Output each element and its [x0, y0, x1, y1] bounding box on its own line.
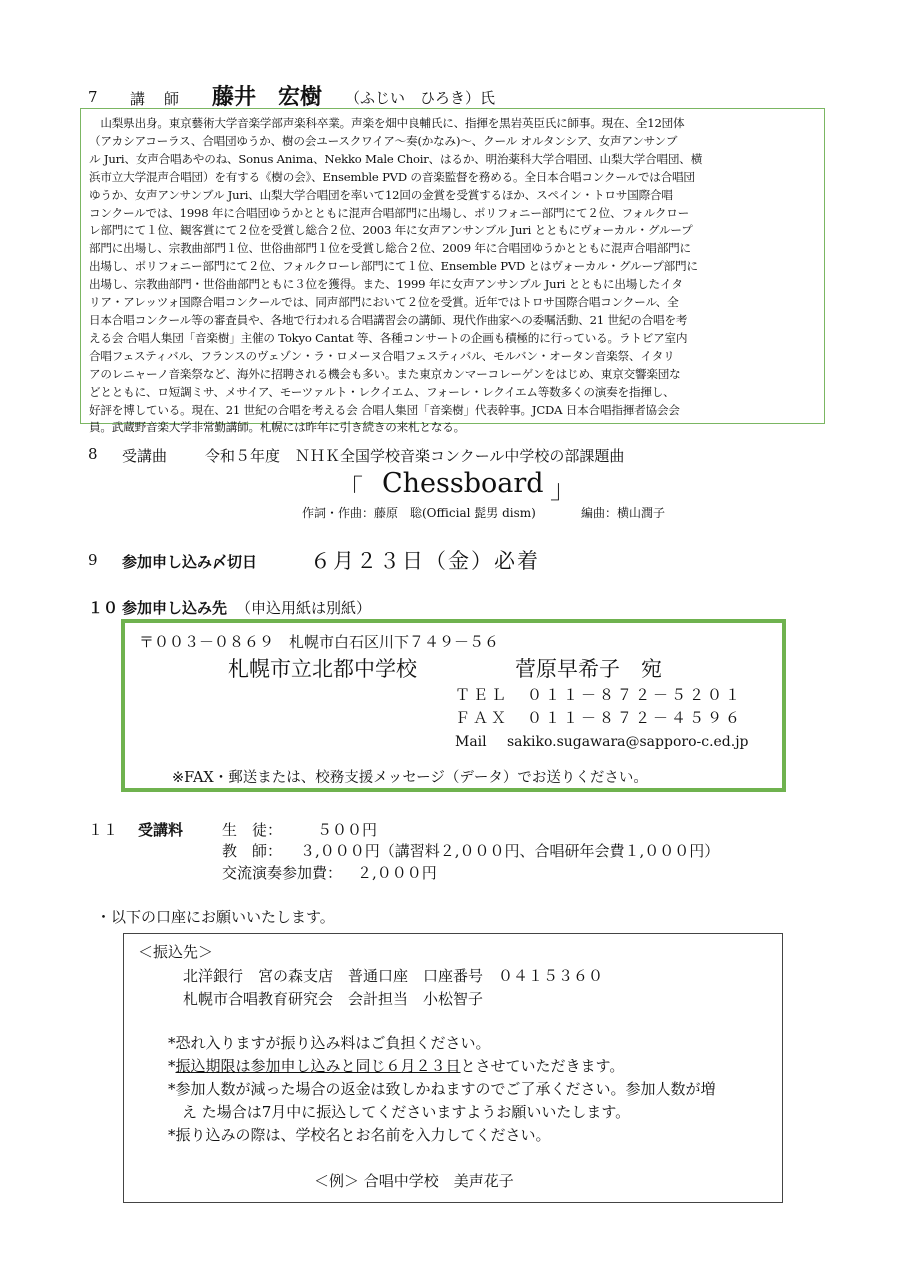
bio-line: どとともに、ロ短調ミサ、メサイア、モーツァルト・レクイエム、フォーレ・レクイエム等数多くの演奏を指揮し、: [89, 384, 675, 399]
mail-address: sakiko.sugawara@sapporo-c.ed.jp: [507, 734, 749, 750]
bank-transfer-box: [123, 933, 783, 1203]
section-10-note: （申込用紙は別紙）: [236, 599, 372, 617]
mail-label: Mail: [455, 734, 487, 750]
section-7-heading: 講 師: [130, 90, 182, 108]
fax-label: ＦＡＸ: [455, 709, 510, 727]
note-tail: とさせていただきます。: [460, 1057, 625, 1075]
tel-number: ０１１－８７２－５２０１: [527, 686, 744, 704]
title-bracket-open: 「: [337, 475, 364, 505]
section-9-heading: 参加申し込み〆切日: [122, 553, 258, 571]
section-11-number: １１: [88, 821, 119, 839]
bank-note-refund-cont: え た場合は7月中に振込してくださいますようお願いいたします。: [182, 1103, 631, 1121]
student-fee-value: ５００円: [317, 821, 378, 839]
bank-note-deadline: [168, 1055, 624, 1076]
title-bracket-close: 」: [550, 475, 577, 505]
bank-note-input: *振り込みの際は、学校名とお名前を入力してください。: [168, 1126, 551, 1144]
section-11-heading: 受講料: [138, 821, 184, 839]
teacher-fee-value: ３,０００円（講習料２,０００円、合唱研年会費１,０００円）: [300, 842, 720, 860]
section-8-number: 8: [88, 445, 98, 463]
bio-line: （アカシアコーラス、合唱団ゆうか、樹の会ユースクワイア～奏(かなみ)～、クール オルタンシア、女声アンサンブ: [89, 133, 678, 148]
bio-line: 部門に出場し、宗教曲部門１位、世俗曲部門１位を受賞し総合２位、2009 年に合唱団ゆうかとともに混声合唱部門に: [89, 241, 691, 256]
section-8-heading: 受講曲: [122, 447, 168, 465]
bio-line: 合唱フェスティバル、フランスのヴェゾン・ラ・ロメーヌ合唱フェスティバル、モルバン・オータン音楽祭、イタリ: [89, 348, 675, 363]
bio-line: コンクールでは、1998 年に合唱団ゆうかとともに混声合唱部門に出場し、ポリフォニー部門にて２位、フォルクロー: [89, 205, 690, 220]
concert-fee-value: ２,０００円: [357, 864, 437, 882]
piece-description: 令和５年度 ＮＨＫ全国学校音楽コンクール中学校の部課題曲: [205, 447, 625, 465]
piece-title: Chessboard: [382, 468, 544, 499]
section-9-number: 9: [88, 551, 98, 569]
concert-fee-label: 交流演奏参加費：: [222, 864, 343, 882]
section-10-heading: 参加申し込み先: [122, 599, 228, 617]
bio-line: える会 合唱人集団「音楽樹」主催の Tokyo Cantat 等、各種コンサートの企画も積極的に行っている。ラトビア室内: [89, 330, 688, 345]
recipient-name: 菅原早希子 宛: [515, 657, 662, 681]
bio-line: レ部門にて１位、観客賞にて２位を受賞し総合２位、2003 年に女声アンサンブル Juri とともにヴォーカル・グループ: [89, 223, 693, 238]
school-name: 札幌市立北都中学校: [228, 657, 417, 681]
instructor-bio-box: [80, 108, 825, 435]
bank-heading: ＜振込先＞: [138, 943, 214, 961]
bio-line: 日本合唱コンクール等の審査員や、各地で行われる合唱講習会の講師、現代作曲家への委嘱活動、21 世紀の合唱を考: [89, 312, 688, 327]
bio-line: アのレニャーノ音楽祭など、海外に招聘される機会も多い。また東京カンマーコレーゲンをはじめ、東京交響楽団な: [89, 366, 681, 381]
send-note: ※FAX・郵送または、校務支援メッセージ（データ）でお送りください。: [172, 770, 648, 786]
bank-note-fee: *恐れ入りますが振り込み料はご負担ください。: [168, 1034, 491, 1052]
note-bullet: *: [168, 1057, 176, 1075]
bank-holder-line: 札幌市合唱教育研究会 会計担当 小松智子: [183, 990, 484, 1008]
section-10-number: １０: [88, 599, 119, 617]
bank-account-line: 北洋銀行 宮の森支店 普通口座 口座番号 ０４１５３６０: [183, 967, 604, 985]
piece-credit-arranger: 編曲：横山潤子: [581, 506, 666, 520]
bio-line: 出場し、ポリフォニー部門にて２位、フォルクローレ部門にて１位、Ensemble PVD とはヴォーカル・グループ部門に: [89, 259, 698, 274]
section-7-number: 7: [88, 88, 98, 106]
deadline-underlined: 振込期限は参加申し込みと同じ６月２３日: [175, 1057, 461, 1075]
teacher-fee-label: 教 師：: [222, 842, 283, 860]
bio-line: 浜市立大学混声合唱団）を有する《樹の会》、Ensemble PVD の音楽監督を務める。全日本合唱コンクールでは合唱団: [89, 169, 695, 184]
fax-number: ０１１－８７２－４５９６: [527, 709, 744, 727]
bio-line: ゆうか、女声アンサンブル Juri、山梨大学合唱団を率いて12回の金賞を受賞するほか、スペイン・トロサ国際合唱: [89, 187, 673, 202]
student-fee-label: 生 徒：: [222, 821, 283, 839]
bio-line: 員。武蔵野音楽大学非常勤講師。札幌には昨年に引き続きの来札となる。: [89, 420, 465, 435]
bank-example: ＜例＞ 合唱中学校 美声花子: [314, 1172, 514, 1190]
bio-line: 好評を博している。現在、21 世紀の合唱を考える会 合唱人集団「音楽樹」代表幹事。JCDA 日本合唱指揮者協会会: [89, 402, 680, 417]
bio-line: 山梨県出身。東京藝術大学音楽学部声楽科卒業。声楽を畑中良輔氏に、指揮を黒岩英臣氏に師事。現在、全12団体: [89, 116, 685, 130]
account-intro: ・以下の口座にお願いいたします。: [96, 908, 335, 926]
postal-address: 〒００３－０８６９ 札幌市白石区川下７４９－５６: [139, 633, 500, 651]
instructor-name: 藤井 宏樹: [212, 84, 323, 110]
piece-credit-lyrics: 作詞・作曲：藤原 聡(Official 髭男 dism): [302, 506, 536, 520]
bank-note-refund: *参加人数が減った場合の返金は致しかねますのでご了承ください。参加人数が増: [168, 1080, 716, 1098]
bio-line: ル Juri、女声合唱あやのね、Sonus Anima、Nekko Male Choir、はるか、明治薬科大学合唱団、山梨大学合唱団、横: [89, 151, 703, 166]
deadline-date: ６月２３日（金）必着: [310, 549, 540, 573]
bio-line: 出場し、宗教曲部門・世俗曲部門ともに３位を獲得。また、1999 年に女声アンサンブル Juri とともに出場したイタ: [89, 277, 683, 292]
address-box: [121, 619, 786, 792]
instructor-reading: （ふじい ひろき）氏: [345, 89, 496, 107]
bio-line: リア・アレッツォ国際合唱コンクールでは、同声部門において２位を受賞。近年ではトロサ国際合唱コンクール、全: [89, 295, 679, 310]
tel-label: ＴＥＬ: [455, 686, 510, 704]
